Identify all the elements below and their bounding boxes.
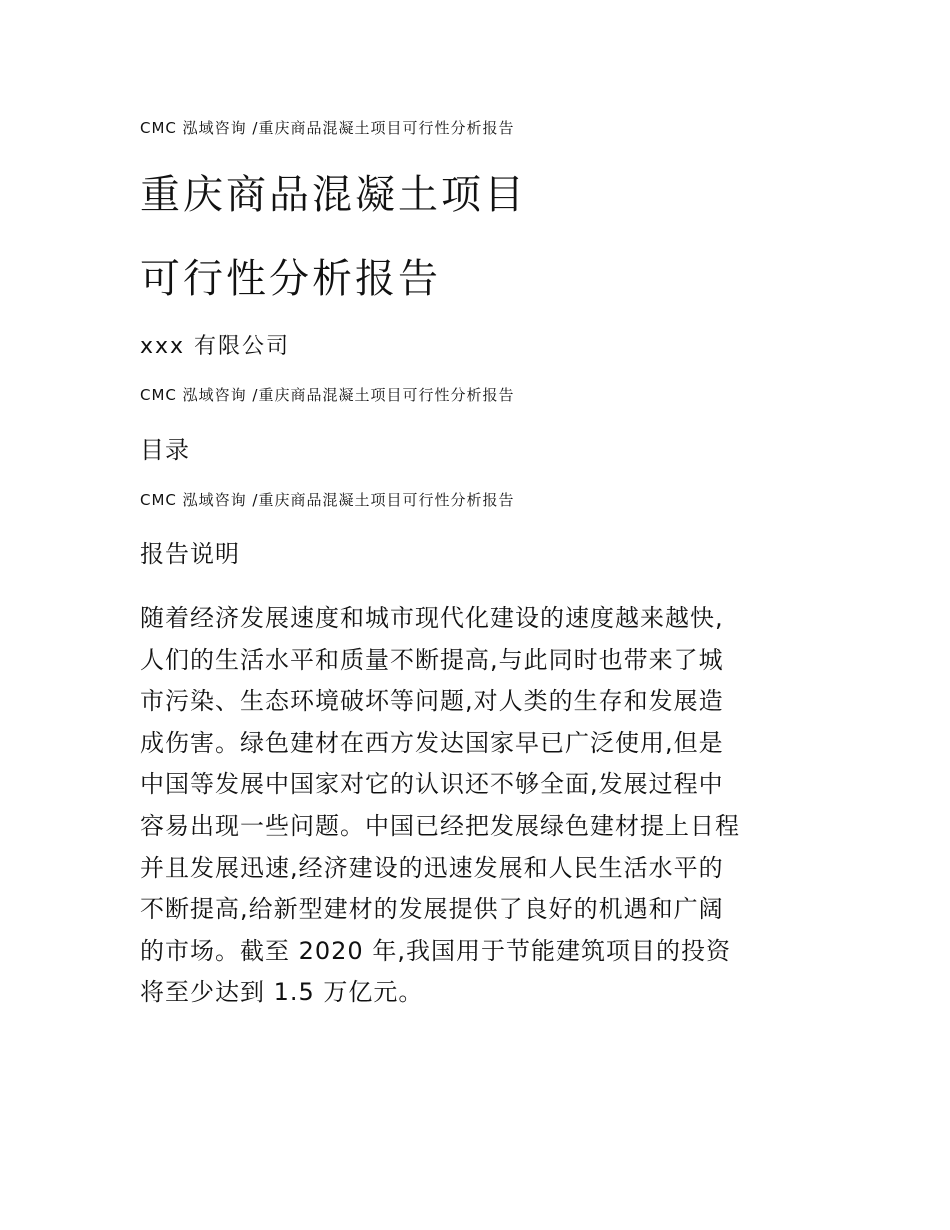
body-line: 市污染、生态环境破坏等问题,对人类的生存和发展造 [140, 687, 724, 716]
report-title-line-2: 可行性分析报告 [140, 256, 441, 302]
toc-heading: 目录 [140, 436, 190, 464]
body-line: 人们的生活水平和质量不断提高,与此同时也带来了城 [140, 645, 724, 674]
section-heading: 报告说明 [140, 540, 240, 568]
body-line: 中国等发展中国家对它的认识还不够全面,发展过程中 [140, 770, 724, 799]
body-line: 的市场。截至 2020 年,我国用于节能建筑项目的投资 [140, 936, 731, 965]
company-name: xxx 有限公司 [140, 334, 291, 359]
body-line: 容易出现一些问题。中国已经把发展绿色建材提上日程 [140, 811, 740, 840]
report-title-line-1: 重庆商品混凝土项目 [140, 172, 527, 218]
body-line: 并且发展迅速,经济建设的迅速发展和人民生活水平的 [140, 853, 724, 882]
running-header: CMC 泓域咨询 /重庆商品混凝土项目可行性分析报告 [140, 386, 515, 404]
body-line: 将至少达到 1.5 万亿元。 [140, 978, 424, 1007]
body-paragraph [140, 598, 820, 1014]
body-line: 随着经济发展速度和城市现代化建设的速度越来越快, [140, 604, 724, 632]
body-line: 成伤害。绿色建材在西方发达国家早已广泛使用,但是 [140, 728, 724, 757]
body-line: 不断提高,给新型建材的发展提供了良好的机遇和广阔 [140, 895, 724, 924]
running-header: CMC 泓域咨询 /重庆商品混凝土项目可行性分析报告 [140, 119, 515, 137]
running-header: CMC 泓域咨询 /重庆商品混凝土项目可行性分析报告 [140, 491, 515, 509]
